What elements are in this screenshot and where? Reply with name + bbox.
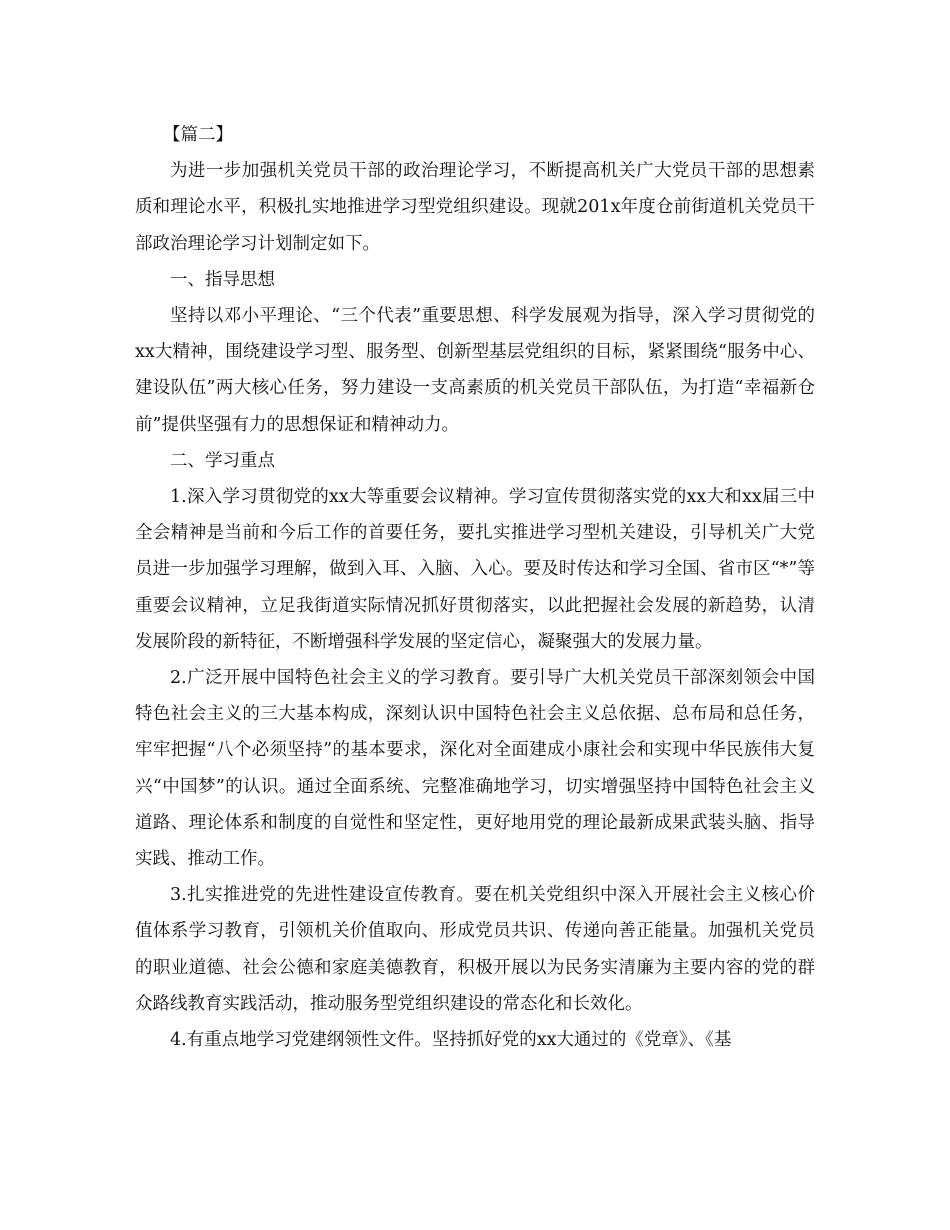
guiding-ideology-paragraph: 坚持以邓小平理论、“三个代表”重要思想、科学发展观为指导，深入学习贯彻党的xx大精神，围绕建设学习型、服务型、创新型基层党组织的目标，紧紧围绕“服务中心、建设队伍”两大核心任务，努力建设一支高素质的机关党员干部队伍，为打造“幸福新仓前”提供坚强有力的思想保证和精神动力。 (135, 306, 815, 435)
study-focus-item-3: 3.扎实推进党的先进性建设宣传教育。要在机关党组织中深入开展社会主义核心价值体系学习教育，引领机关价值取向、形成党员共识、传递向善正能量。加强机关党员的职业道德、社会公德和家庭美德教育，积极开展以为民务实清廉为主要内容的党的群众路线教育实践活动，推动服务型党组织建设的常态化和长效化。 (135, 885, 815, 1014)
heading-study-focus: 二、学习重点 (170, 450, 275, 471)
study-focus-item-2: 2.广泛开展中国特色社会主义的学习教育。要引导广大机关党员干部深刻领会中国特色社会主义的三大基本构成，深刻认识中国特色社会主义总依据、总布局和总任务，牢牢把握“八个必须坚持”的基本要求，深化对全面建成小康社会和实现中华民族伟大复兴“中国梦”的认识。通过全面系统、完整准确地学习，切实增强坚持中国特色社会主义道路、理论体系和制度的自觉性和坚定性，更好地用党的理论最新成果武装头脑、指导实践、推动工作。 (135, 668, 815, 870)
intro-paragraph: 为进一步加强机关党员干部的政治理论学习，不断提高机关广大党员干部的思想素质和理论水平，积极扎实地推进学习型党组织建设。现就201x年度仓前街道机关党员干部政治理论学习计划制定如下。 (135, 161, 815, 254)
section-tag: 【篇二】 (163, 125, 233, 145)
document-body (135, 117, 815, 1058)
study-focus-item-4: 4.有重点地学习党建纲领性文件。坚持抓好党的xx大通过的《党章》、《基 (170, 1030, 732, 1051)
heading-guiding-ideology: 一、指导思想 (170, 269, 275, 290)
study-focus-item-1: 1.深入学习贯彻党的xx大等重要会议精神。学习宣传贯彻落实党的xx大和xx届三中全会精神是当前和今后工作的首要任务，要扎实推进学习型机关建设，引导机关广大党员进一步加强学习理解，做到入耳、入脑、入心。要及时传达和学习全国、省市区“*”等重要会议精神，立足我街道实际情况抓好贯彻落实，以此把握社会发展的新趋势，认清发展阶段的新特征，不断增强科学发展的坚定信心，凝聚强大的发展力量。 (135, 487, 815, 652)
